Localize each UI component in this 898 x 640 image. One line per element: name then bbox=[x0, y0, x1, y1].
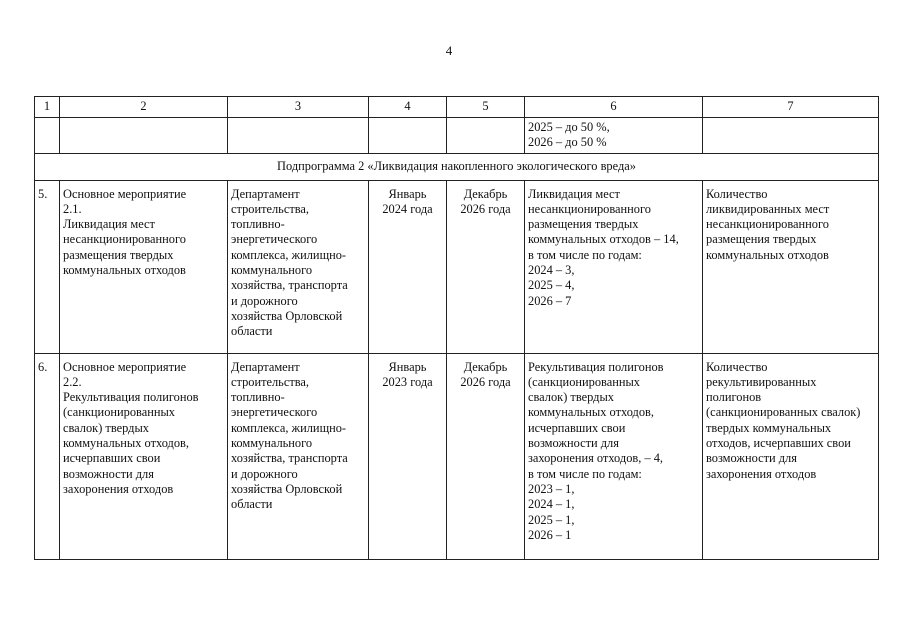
text-line: Январь bbox=[388, 186, 427, 201]
text-line: в том числе по годам: bbox=[528, 247, 642, 262]
text-line: 2.2. bbox=[63, 374, 82, 389]
header-cell-6: 6 bbox=[525, 97, 703, 118]
text-line: и дорожного bbox=[231, 293, 298, 308]
text-line: коммунального bbox=[231, 263, 313, 278]
text-line: области bbox=[231, 324, 273, 339]
indicator-cell bbox=[703, 180, 879, 353]
text-line: Рекультивация полигонов bbox=[528, 359, 664, 374]
table-row bbox=[35, 353, 879, 559]
text-line: хозяйства, транспорта bbox=[231, 451, 348, 466]
header-cell-3: 3 bbox=[228, 97, 369, 118]
text-line: 2026 года bbox=[460, 201, 511, 216]
header-cell-1: 1 bbox=[35, 97, 60, 118]
text-line: Рекультивация полигонов bbox=[63, 390, 199, 405]
program-table bbox=[34, 96, 879, 560]
text-line: Департамент bbox=[231, 359, 300, 374]
text-line: исчерпавших свои bbox=[63, 451, 161, 466]
cont-cell-4 bbox=[369, 118, 447, 154]
text-line: 2024 года bbox=[382, 201, 433, 216]
text-line: коммунальных отходов bbox=[706, 247, 829, 262]
text-line: 2023 года bbox=[382, 374, 433, 389]
cont-line: 2026 – до 50 % bbox=[528, 135, 607, 150]
text-line: Количество bbox=[706, 359, 768, 374]
cont-cell-6 bbox=[525, 118, 703, 154]
result-cell bbox=[525, 180, 703, 353]
text-line: ликвидированных мест bbox=[706, 201, 830, 216]
subprogram-row bbox=[35, 153, 879, 180]
text-line: строительства, bbox=[231, 201, 310, 216]
text-line: Основное мероприятие bbox=[63, 359, 187, 374]
cont-cell-1 bbox=[35, 118, 60, 154]
text-line: Декабрь bbox=[463, 359, 508, 374]
end-date-cell bbox=[447, 353, 525, 559]
text-line: энергетического bbox=[231, 232, 318, 247]
cont-line: 2025 – до 50 %, bbox=[528, 120, 610, 134]
text-line: (санкционированных bbox=[528, 374, 641, 389]
row-number: 6. bbox=[35, 353, 60, 559]
text-line: энергетического bbox=[231, 405, 318, 420]
page-number: 4 bbox=[445, 43, 453, 58]
start-date-cell bbox=[369, 353, 447, 559]
text-line: Основное мероприятие bbox=[63, 186, 187, 201]
text-line: комплекса, жилищно- bbox=[231, 420, 347, 435]
text-line: (санкционированных bbox=[63, 405, 176, 420]
text-line: несанкционированного bbox=[706, 217, 829, 232]
text-line: комплекса, жилищно- bbox=[231, 247, 347, 262]
text-line: свалок) твердых bbox=[63, 420, 149, 435]
text-line: 2025 – 1, bbox=[528, 512, 575, 527]
text-line: захоронения отходов bbox=[63, 481, 174, 496]
start-date-cell bbox=[369, 180, 447, 353]
text-line: 2026 года bbox=[460, 374, 511, 389]
text-line: твердых коммунальных bbox=[706, 420, 832, 435]
text-line: строительства, bbox=[231, 374, 310, 389]
text-line: 2024 – 3, bbox=[528, 263, 575, 278]
indicator-cell bbox=[703, 353, 879, 559]
subprogram-title: Подпрограмма 2 «Ликвидация накопленного экологического вреда» bbox=[35, 153, 879, 180]
row-number: 5. bbox=[35, 180, 60, 353]
text-line: возможности для bbox=[706, 451, 797, 466]
text-line: размещения твердых bbox=[63, 247, 174, 262]
cont-cell-7 bbox=[703, 118, 879, 154]
text-line: области bbox=[231, 497, 273, 512]
text-line: полигонов bbox=[706, 390, 762, 405]
text-line: в том числе по годам: bbox=[528, 466, 642, 481]
text-line: Ликвидация мест bbox=[63, 217, 155, 232]
text-line: (санкционированных свалок) bbox=[706, 405, 861, 420]
end-date-cell bbox=[447, 180, 525, 353]
text-line: Ликвидация мест bbox=[528, 186, 620, 201]
executor-cell bbox=[228, 180, 369, 353]
text-line: Декабрь bbox=[463, 186, 508, 201]
text-line: и дорожного bbox=[231, 466, 298, 481]
continuation-row bbox=[35, 118, 879, 154]
header-cell-5: 5 bbox=[447, 97, 525, 118]
event-cell bbox=[60, 180, 228, 353]
text-line: коммунальных отходов – 14, bbox=[528, 232, 679, 247]
text-line: топливно- bbox=[231, 217, 285, 232]
text-line: 2024 – 1, bbox=[528, 497, 575, 512]
cont-cell-5 bbox=[447, 118, 525, 154]
text-line: Департамент bbox=[231, 186, 300, 201]
text-line: размещения твердых bbox=[706, 232, 817, 247]
header-cell-2: 2 bbox=[60, 97, 228, 118]
text-line: захоронения отходов, – 4, bbox=[528, 451, 664, 466]
cont-cell-3 bbox=[228, 118, 369, 154]
header-cell-4: 4 bbox=[369, 97, 447, 118]
text-line: возможности для bbox=[528, 436, 619, 451]
text-line: захоронения отходов bbox=[706, 466, 817, 481]
text-line: 2023 – 1, bbox=[528, 481, 575, 496]
text-line: хозяйства Орловской bbox=[231, 308, 343, 323]
text-line: отходов, исчерпавших свои bbox=[706, 436, 851, 451]
result-cell bbox=[525, 353, 703, 559]
header-cell-7: 7 bbox=[703, 97, 879, 118]
text-line: возможности для bbox=[63, 466, 154, 481]
executor-cell bbox=[228, 353, 369, 559]
cont-cell-2 bbox=[60, 118, 228, 154]
text-line: хозяйства, транспорта bbox=[231, 278, 348, 293]
text-line: Количество bbox=[706, 186, 768, 201]
event-cell bbox=[60, 353, 228, 559]
text-line: 2025 – 4, bbox=[528, 278, 575, 293]
text-line: Январь bbox=[388, 359, 427, 374]
text-line: 2026 – 1 bbox=[528, 527, 572, 542]
text-line: рекультивированных bbox=[706, 374, 817, 389]
text-line: несанкционированного bbox=[528, 201, 651, 216]
table-header-row bbox=[35, 97, 879, 118]
text-line: 2.1. bbox=[63, 201, 82, 216]
text-line: свалок) твердых bbox=[528, 390, 614, 405]
text-line: исчерпавших свои bbox=[528, 420, 626, 435]
table-row bbox=[35, 180, 879, 353]
text-line: коммунальных отходов, bbox=[528, 405, 655, 420]
text-line: коммунальных отходов, bbox=[63, 436, 190, 451]
text-line: несанкционированного bbox=[63, 232, 186, 247]
text-line: размещения твердых bbox=[528, 217, 639, 232]
text-line: топливно- bbox=[231, 390, 285, 405]
text-line: коммунального bbox=[231, 436, 313, 451]
text-line: 2026 – 7 bbox=[528, 293, 572, 308]
text-line: хозяйства Орловской bbox=[231, 481, 343, 496]
text-line: коммунальных отходов bbox=[63, 263, 186, 278]
